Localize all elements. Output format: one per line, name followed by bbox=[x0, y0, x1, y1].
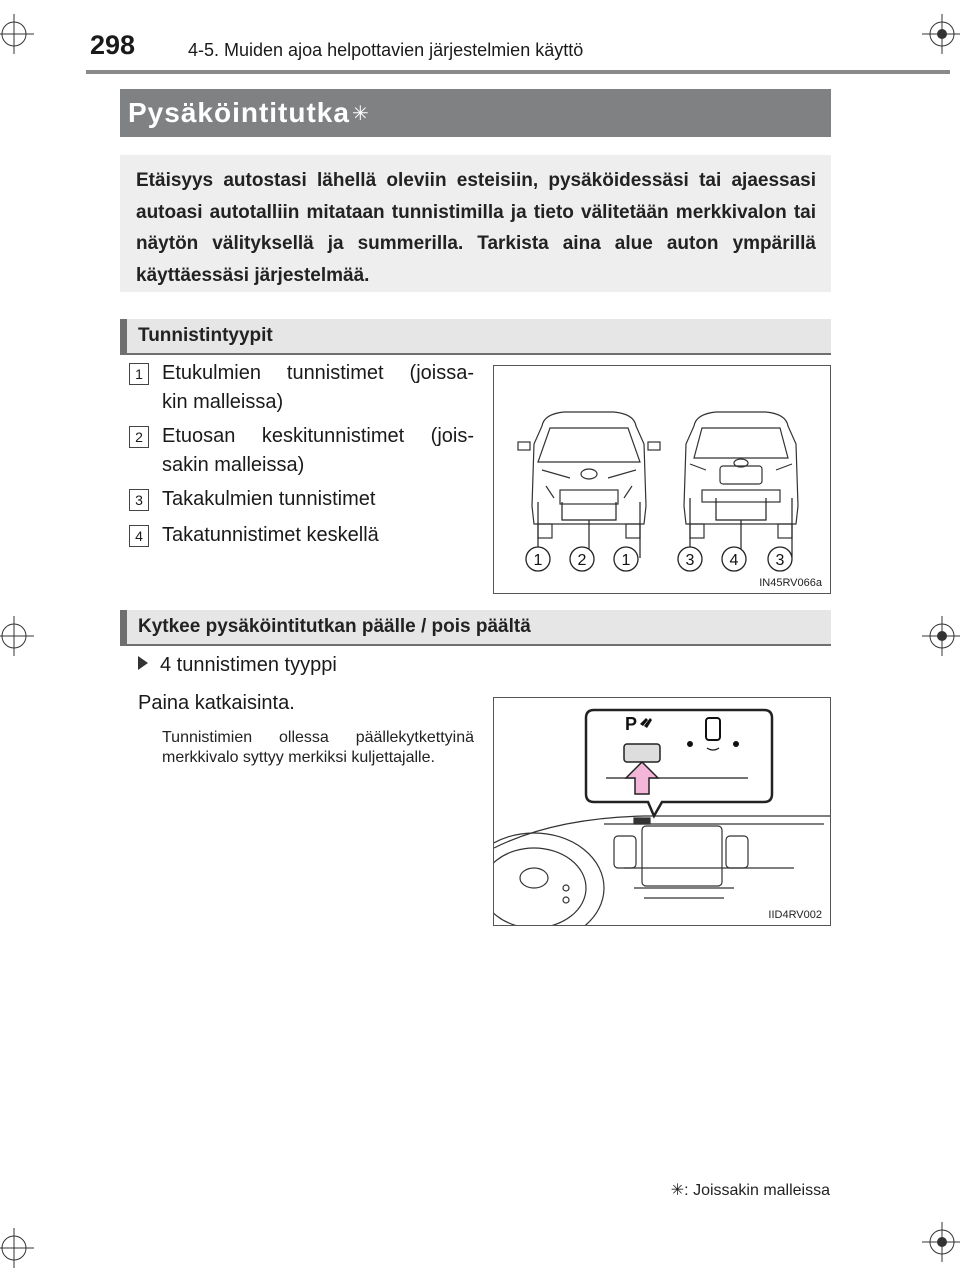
list-item: Takakulmien tunnistimet bbox=[162, 488, 376, 510]
asterisk-icon: ✳ bbox=[352, 103, 370, 125]
dashboard-illustration bbox=[494, 698, 830, 925]
parking-sensor-switch[interactable] bbox=[624, 744, 660, 762]
note-text: Tunnistimien ollessa päällekytkettyinä merkkivalo syttyy merkiksi kuljettajalle. bbox=[162, 729, 474, 766]
item-number-badge: 4 bbox=[129, 525, 149, 547]
figure-code: IID4RV002 bbox=[768, 909, 822, 921]
registration-mark-icon bbox=[0, 1228, 34, 1268]
section-title-bar bbox=[120, 89, 831, 137]
registration-mark-icon bbox=[922, 616, 960, 656]
car-illustration bbox=[494, 366, 830, 593]
registration-mark-icon bbox=[0, 14, 34, 54]
chapter-title: 4-5. Muiden ajoa helpottavien järjestelmien käyttö bbox=[188, 40, 584, 60]
registration-mark-icon bbox=[0, 616, 34, 656]
sensor-label-4: 4 bbox=[729, 552, 739, 569]
item-number-badge: 1 bbox=[129, 363, 149, 385]
sensor-label-3: 3 bbox=[685, 552, 695, 569]
list-item: Etuosan keskitunnistimet (jois- bbox=[162, 425, 474, 447]
intro-text: Etäisyys autostasi lähellä oleviin esteisiin, pysäköidessäsi tai ajaessasi autoasi autotalliin mitataan tunnistimilla ja tieto välitetään merkkivalon tai näytön välityksellä ja summerilla. Tarkista aina alue auton ympärillä käyttäessäsi järjestelmää. bbox=[136, 170, 816, 286]
sensor-label-1: 1 bbox=[621, 552, 631, 569]
triangle-bullet-icon bbox=[138, 656, 148, 670]
registration-mark-icon bbox=[922, 14, 960, 54]
subsection-heading-text: Kytkee pysäköintitutkan päälle / pois päältä bbox=[138, 616, 531, 637]
sensor-label-3: 3 bbox=[775, 552, 785, 569]
asterisk-icon: ✳ bbox=[670, 1182, 685, 1199]
intro-box bbox=[120, 155, 831, 292]
sensor-label-1: 1 bbox=[533, 552, 543, 569]
item-number-badge: 3 bbox=[129, 489, 149, 511]
registration-mark-icon bbox=[922, 1222, 960, 1262]
parking-symbol: P bbox=[625, 714, 638, 734]
list-item: sakin malleissa) bbox=[162, 454, 305, 476]
bullet-item: 4 tunnistimen tyyppi bbox=[138, 654, 337, 677]
item-number-badge: 2 bbox=[129, 426, 149, 448]
page-number: 298 bbox=[90, 30, 136, 60]
header-rule bbox=[86, 70, 950, 74]
subsection-heading-text: Tunnistintyypit bbox=[138, 325, 273, 346]
figure-switch-location bbox=[493, 697, 831, 926]
figure-code: IN45RV066a bbox=[759, 577, 822, 589]
sensor-label-2: 2 bbox=[577, 552, 587, 569]
list-item: Etukulmien tunnistimet (joissa- bbox=[162, 362, 474, 384]
figure-sensor-locations bbox=[493, 365, 831, 594]
subsection-heading-sensor-types bbox=[120, 319, 831, 355]
list-item: Takatunnistimet keskellä bbox=[162, 524, 379, 546]
page-title: Pysäköintitutka ✳ bbox=[128, 97, 370, 128]
footnote: ✳: Joissakin malleissa bbox=[670, 1182, 830, 1199]
instruction-text: Paina katkaisinta. bbox=[138, 692, 295, 714]
subsection-heading-switch bbox=[120, 610, 831, 646]
list-item: kin malleissa) bbox=[162, 391, 284, 413]
